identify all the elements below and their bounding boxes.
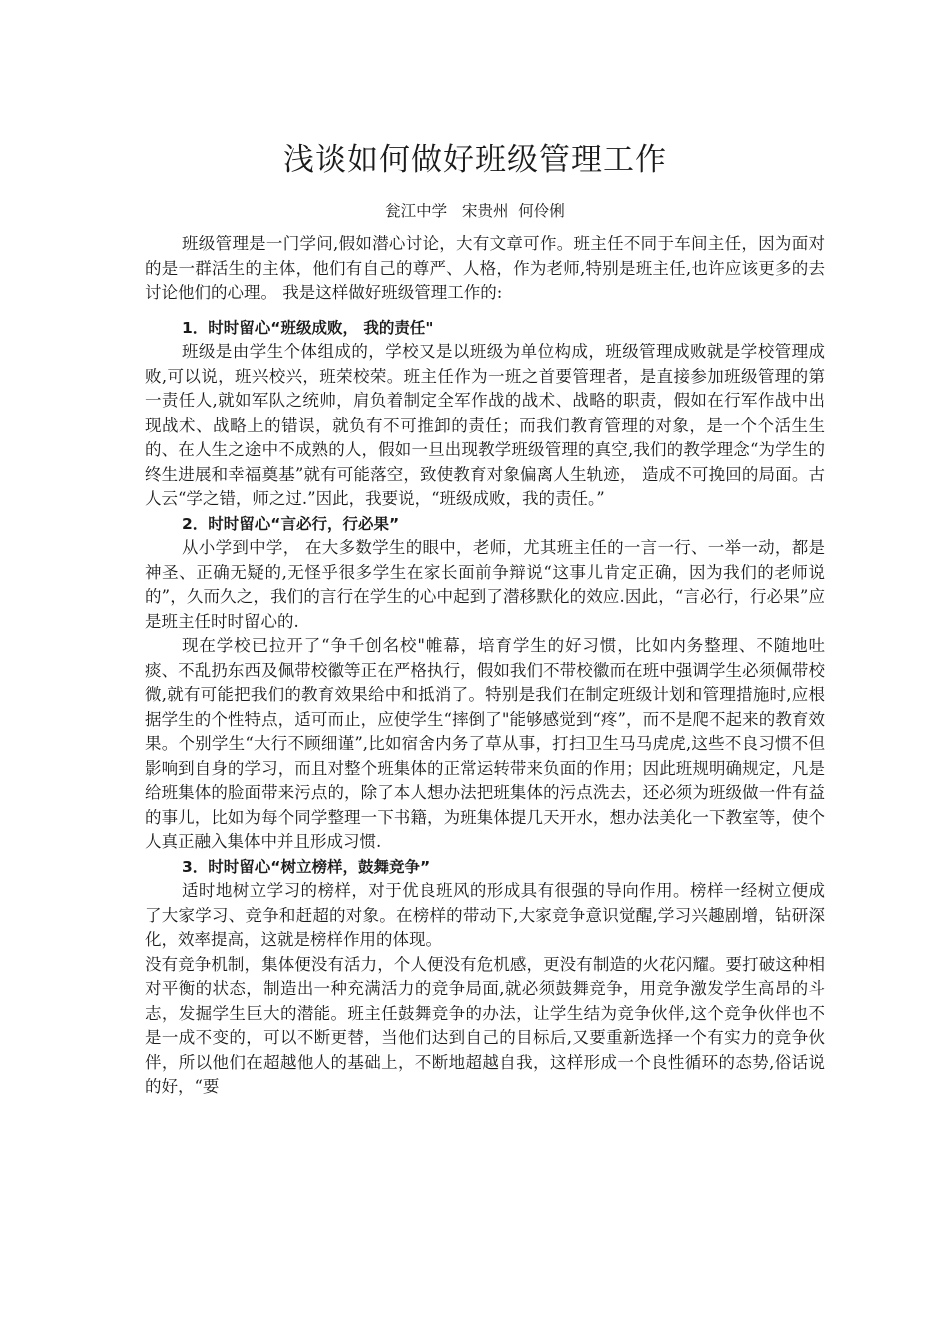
document-title: 浅谈如何做好班级管理工作: [283, 142, 667, 178]
document-body: [145, 232, 825, 1100]
intro-paragraph: 班级管理是一门学问,假如潜心讨论，大有文章可作。班主任不同于车间主任，因为面对的是一群活生的主体，他们有自己的尊严、人格，作为老师,特别是班主任,也许应该更多的去讨论他们的心理。 我是这样做好班级管理工作的:: [145, 234, 825, 302]
section-3-paragraph-1: 适时地树立学习的榜样，对于优良班风的形成具有很强的导向作用。榜样一经树立便成了大家学习、竞争和赶超的对象。在榜样的带动下,大家竞争意识觉醒,学习兴趣剧增，钻研深化，效率提高，这就是榜样作用的体现。: [145, 881, 825, 949]
section-2-paragraph-2: 现在学校已拉开了“争千创名校"帷幕，培育学生的好习惯，比如内务整理、不随地吐痰、不乱扔东西及佩带校徽等正在严格执行，假如我们不带校徽而在班中强调学生必须佩带校微,就有可能把我们的教育效果给中和抵消了。特别是我们在制定班级计划和管理措施时,应根据学生的个性特点，适可而止，应使学生“摔倒了"能够感觉到“疼”，而不是爬不起来的教育效果。个别学生“大行不顾细谨”,比如宿舍内务了草从事，打扫卫生马马虎虎,这些不良习惯不但影响到自身的学习，而且对整个班集体的正常运转带来负面的作用；因此班规明确规定，凡是给班集体的脸面带来污点的，除了本人想办法把班集体的污点洗去，还必须为班级做一件有益的事儿，比如为每个同学整理一下书籍，为班集体提几天开水，想办法美化一下教室等，使个人真正融入集体中并且形成习惯.: [145, 636, 825, 851]
section-1-paragraph-1: 班级是由学生个体组成的，学校又是以班级为单位构成，班级管理成败就是学校管理成败,可以说，班兴校兴，班荣校荣。班主任作为一班之首要管理者，是直接参加班级管理的第一责任人,就如军队之统帅，肩负着制定全军作战的战术、战略的职责，假如在行军作战中出现战术、战略上的错误，就负有不可推卸的责任；而我们教育管理的对象，是一个个活生生的、在人生之途中不成熟的人，假如一旦出现教学班级管理的真空,我们的教学理念“为学生的终生进展和幸福奠基”就有可能落空，致使教育对象偏离人生轨迹， 造成不可挽回的局面。古人云“学之错，师之过.”因此，我要说，“班级成败，我的责任。”: [145, 342, 825, 508]
section-2-heading: 2．时时留心“言必行，行必果”: [182, 514, 400, 533]
section-3-paragraph-2: 没有竞争机制，集体便没有活力，个人便没有危机感，更没有制造的火花闪耀。要打破这种相对平衡的状态，制造出一种充满活力的竞争局面,就必须鼓舞竞争，用竞争激发学生高昂的斗志，发掘学生巨大的潜能。班主任鼓舞竞争的办法，让学生结为竞争伙伴,这个竞争伙伴也不是一成不变的，可以不断更替，当他们达到自己的目标后,又要重新选择一个有实力的竞争伙伴，所以他们在超越他人的基础上，不断地超越自我，这样形成一个良性循环的态势,俗话说的好，“要: [145, 954, 825, 1096]
section-1-heading: 1．时时留心“班级成败， 我的责任": [182, 318, 434, 337]
section-3-heading: 3．时时留心“树立榜样，鼓舞竞争”: [182, 857, 431, 876]
author-line: 瓮江中学 宋贵州 何伶俐: [385, 202, 565, 220]
section-2-paragraph-1: 从小学到中学， 在大多数学生的眼中，老师，尤其班主任的一言一行、一举一动，都是神圣、正确无疑的,无怪乎很多学生在家长面前争辩说“这事儿肯定正确，因为我们的老师说的”，久而久之，我们的言行在学生的心中起到了潜移默化的效应.因此，“言必行，行必果”应是班主任时时留心的.: [145, 538, 825, 631]
